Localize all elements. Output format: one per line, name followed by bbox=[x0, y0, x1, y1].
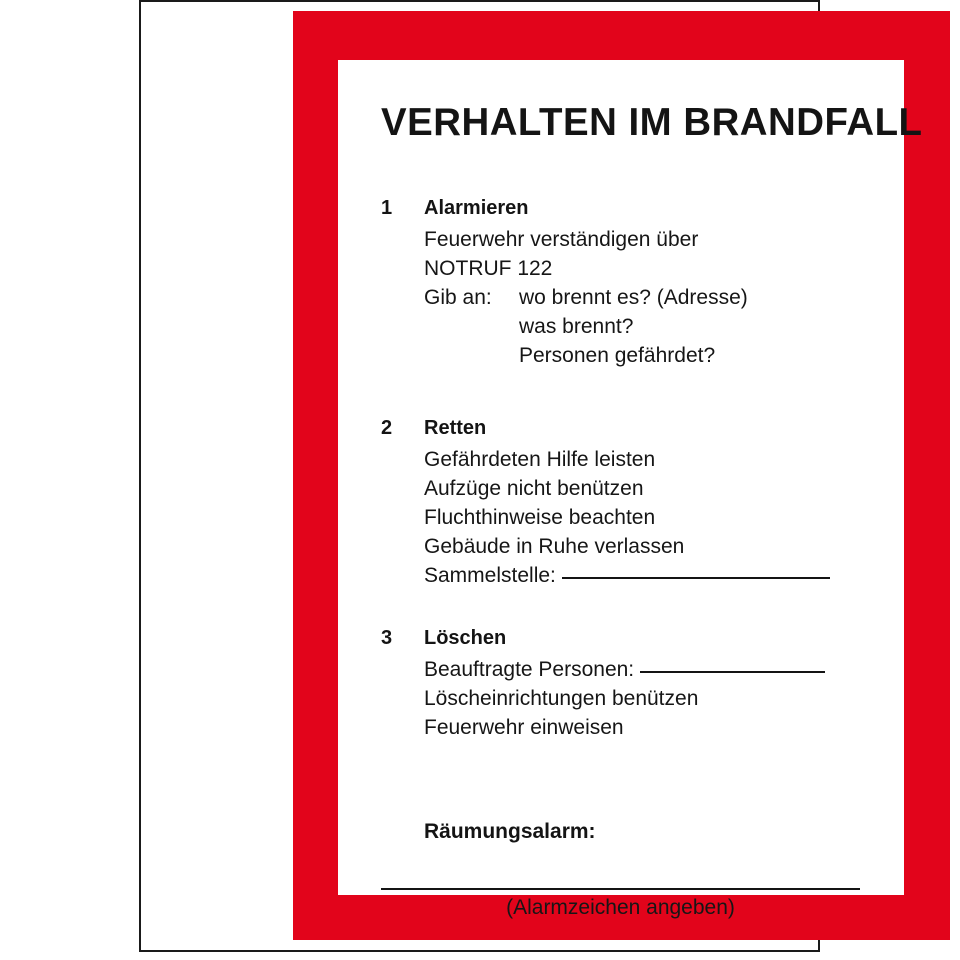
step-2-line-4: Gebäude in Ruhe verlassen bbox=[424, 535, 685, 558]
page-title: VERHALTEN IM BRANDFALL bbox=[381, 101, 923, 144]
step-1-kv-value-1: wo brennt es? (Adresse) bbox=[519, 286, 748, 309]
step-3-title: Löschen bbox=[424, 627, 507, 649]
step-2-number: 2 bbox=[381, 417, 393, 439]
step-1-kv-label: Gib an: bbox=[424, 286, 492, 309]
step-2-line-1: Gefährdeten Hilfe leisten bbox=[424, 448, 656, 471]
evacuation-alarm-block bbox=[381, 820, 871, 920]
evacuation-alarm-caption: (Alarmzeichen angeben) bbox=[506, 896, 735, 919]
step-1-kv-value-3: Personen gefährdet? bbox=[519, 344, 716, 367]
step-1-kv-row-2 bbox=[424, 312, 871, 341]
step-3-line-2: Feuerwehr einweisen bbox=[424, 716, 624, 739]
step-1-title: Alarmieren bbox=[424, 197, 529, 219]
step-1-heading bbox=[381, 197, 871, 223]
step-2-body bbox=[424, 445, 871, 590]
responsible-persons-field[interactable] bbox=[640, 671, 825, 673]
step-3-number: 3 bbox=[381, 627, 393, 649]
evacuation-alarm-label: Räumungsalarm: bbox=[424, 820, 596, 843]
step-2-heading bbox=[381, 417, 871, 443]
step-1-body bbox=[424, 225, 871, 370]
step-3-heading bbox=[381, 627, 871, 653]
step-1-alarmieren bbox=[381, 197, 871, 370]
step-2-retten bbox=[381, 417, 871, 590]
step-2-line-3: Fluchthinweise beachten bbox=[424, 506, 656, 529]
red-safety-border bbox=[293, 11, 950, 940]
step-3-line-1: Löscheinrichtungen benützen bbox=[424, 687, 699, 710]
step-2-line-2: Aufzüge nicht benützen bbox=[424, 477, 644, 500]
step-3-fill-row bbox=[424, 655, 871, 684]
sign-content-field bbox=[338, 60, 923, 919]
step-1-kv-row-3 bbox=[424, 341, 871, 370]
step-2-title: Retten bbox=[424, 417, 487, 439]
responsible-persons-label: Beauftragte Personen: bbox=[424, 658, 635, 681]
sign-outline bbox=[139, 0, 923, 952]
step-1-line-2: NOTRUF 122 bbox=[424, 257, 553, 280]
step-3-body bbox=[424, 655, 871, 742]
step-1-number: 1 bbox=[381, 197, 393, 219]
assembly-point-label: Sammelstelle: bbox=[424, 564, 556, 587]
step-1-line-1: Feuerwehr verständigen über bbox=[424, 228, 699, 251]
sign-inner-column bbox=[381, 60, 923, 919]
step-1-kv-value-2: was brennt? bbox=[519, 315, 634, 338]
evacuation-alarm-field[interactable] bbox=[381, 888, 860, 890]
step-2-fill-row bbox=[424, 561, 871, 590]
step-3-loeschen bbox=[381, 627, 871, 742]
assembly-point-field[interactable] bbox=[562, 577, 830, 579]
step-1-kv-row-1 bbox=[424, 283, 871, 312]
